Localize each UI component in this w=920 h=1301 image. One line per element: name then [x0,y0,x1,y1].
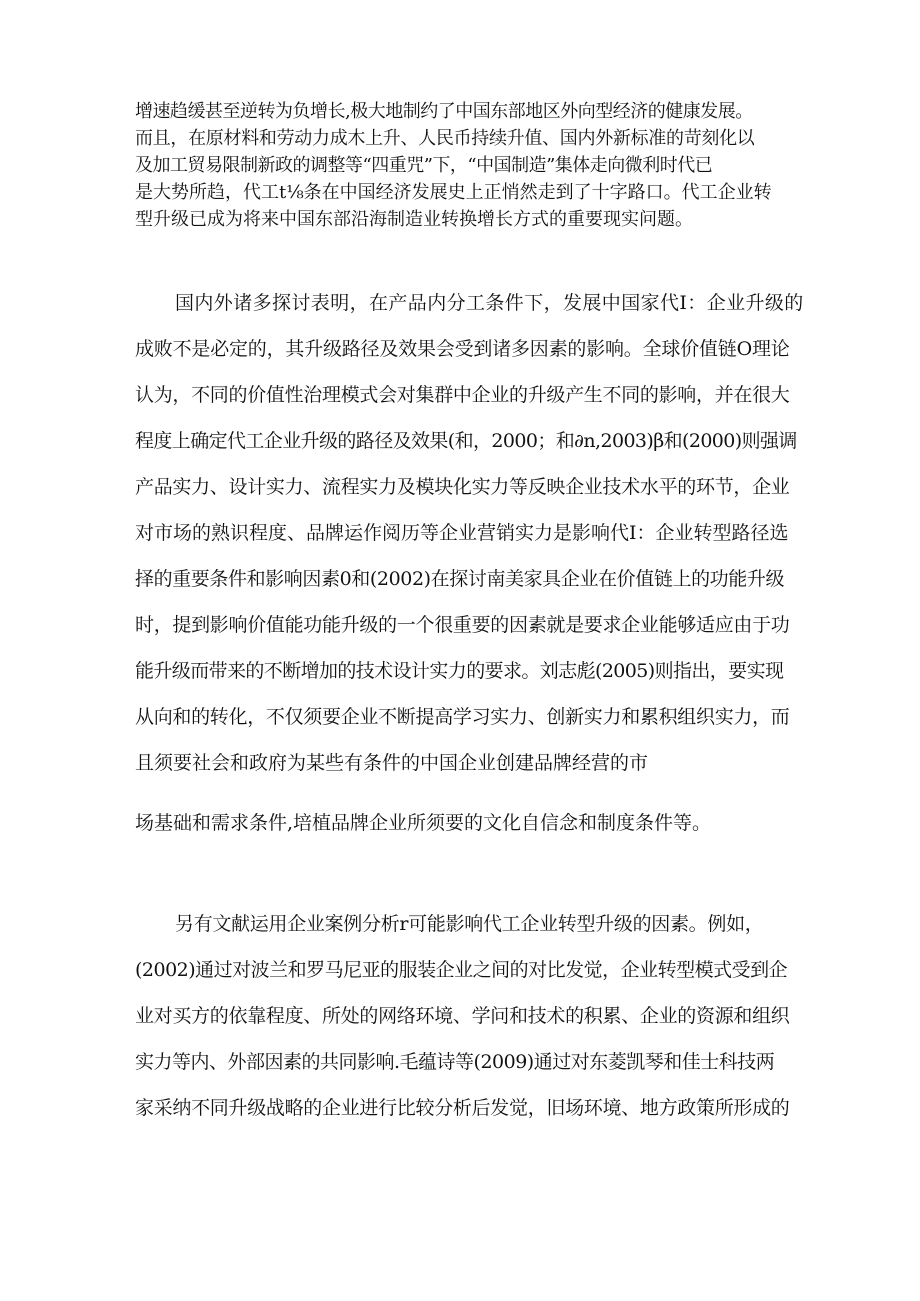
text-line: 而且，在原材料和劳动力成木上升、人民币持续升值、国内外新标准的苛刻化以 [135,128,755,149]
text-line: 择的重要条件和影响因素0和(2002)在探讨南美家具企业在价值链上的功能升级 [135,568,785,590]
text-line: 业对买方的依靠程度、所处的网络环境、学问和技术的积累、企业的资源和组织 [135,1005,790,1027]
text-line: 程度上确定代工企业升级的路径及效果(和，2000；和∂n,2003)β和(2000)则强调 [135,430,797,452]
text-line: 场基础和需求条件,培植品牌企业所须要的文化自信念和制度条件等。 [135,812,712,834]
text-line: 能升级而带来的不断增加的技术设计实力的要求。刘志彪(2005)则指出，要实现 [135,660,784,682]
text-line: 认为，不同的价值性治理模式会对集群中企业的升级产生不同的影响，并在很大 [135,384,790,406]
text-line: (2002)通过对波兰和罗马尼亚的服装企业之间的对比发觉，企业转型模式受到企 [135,959,788,981]
text-line: 从向和的转化，不仅须要企业不断提高学习实力、创新实力和累积组织实力，而 [135,706,790,728]
text-line: 家采纳不同升级战略的企业进行比较分析后发觉，旧场环境、地方政策所形成的 [135,1097,790,1119]
text-line: 成败不是必定的，其升级路径及效果会受到诸多因素的影响。全球价值链O理论 [135,338,790,360]
text-line: 时，提到影响价值能功能升级的一个很重要的因素就是要求企业能够适应由于功 [135,614,790,636]
text-line: 且须要社会和政府为某些有条件的中国企业创建品牌经营的市 [135,752,649,774]
text-line: 型升级已成为将来中国东部沿海制造业转换增长方式的重要现实问题。 [135,209,693,230]
text-line: 增速趋缓甚至逆转为负增长,极大地制约了中国东部地区外向型经济的健康发展。 [135,101,753,122]
text-line: 国内外诸多探讨表明，在产品内分工条件下，发展中国家代I：企业升级的 [175,292,804,314]
text-line: 实力等内、外部因素的共同影响.毛蕴诗等(2009)通过对东菱凯琴和佳士科技两 [135,1051,775,1073]
text-line: 及加工贸易限制新政的调整等“四重咒”下，“中国制造”集体走向微利时代已 [135,155,713,176]
text-line: 对市场的熟识程度、品牌运作阅历等企业营销实力是影响代I：企业转型路径选 [135,522,789,544]
text-line: 产品实力、设计实力、流程实力及模块化实力等反映企业技术水平的环节，企业 [135,476,790,498]
text-line: 是大势所趋，代工t⅛条在中国经济发展史上正悄然走到了十字路口。代工企业转 [135,182,772,203]
text-line: 另有文献运用企业案例分析r可能影响代工企业转型升级的因素。例如， [175,913,764,935]
